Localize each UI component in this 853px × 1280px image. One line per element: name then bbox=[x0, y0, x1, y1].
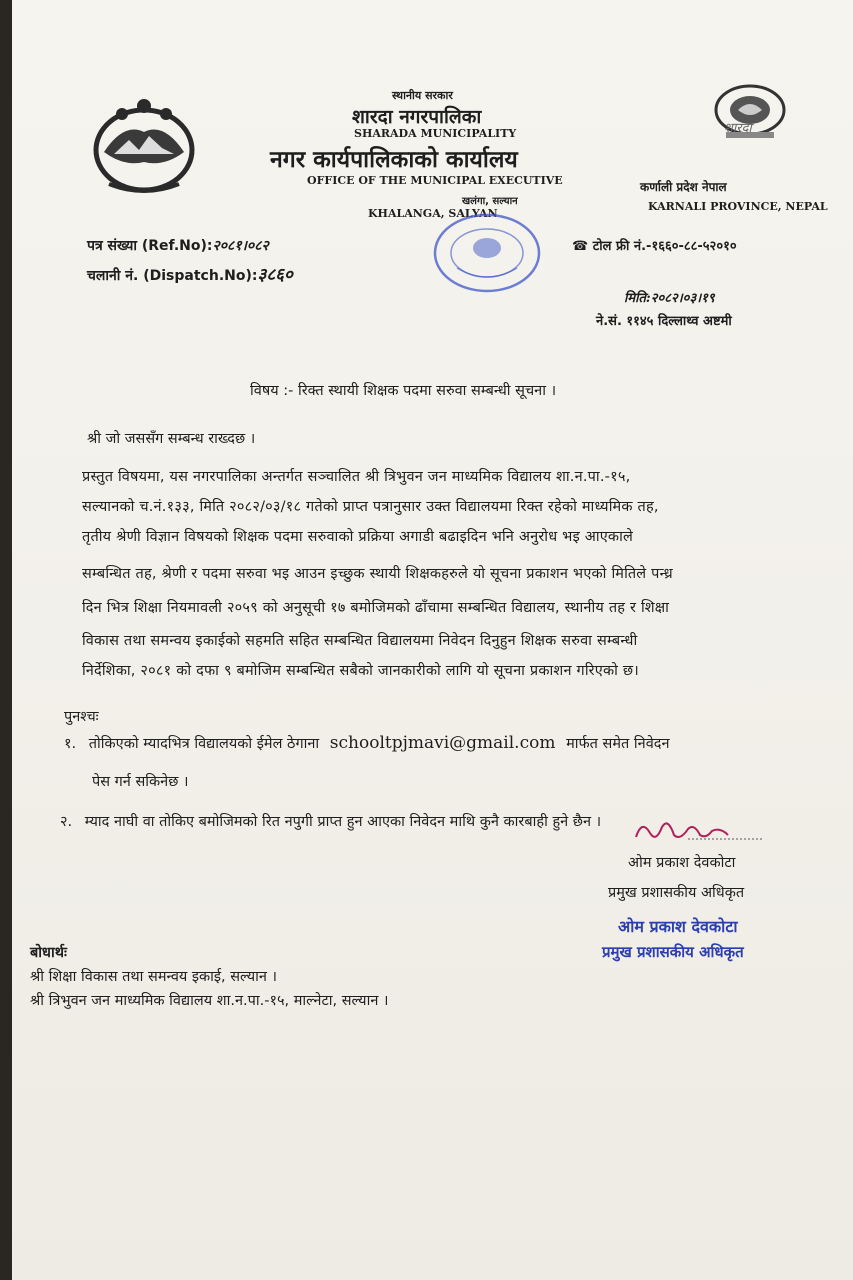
ref-value: २०८१।०८२ bbox=[212, 238, 269, 254]
letter-page bbox=[12, 0, 853, 1280]
toll-free-phone: ☎ टोल फ्री नं.-१६६०-८८-५२०१० bbox=[572, 239, 737, 254]
body-line: तृतीय श्रेणी विज्ञान विषयको शिक्षक पदमा सरुवाको प्रक्रिया अगाडी बढाइदिन भनि अनुरोध भइ आएकाले bbox=[82, 529, 634, 545]
body-line: विकास तथा समन्वय इकाईको सहमति सहित सम्बन्धित विद्यालयमा निवेदन दिनुहुन शिक्षक सरुवा सम्बन्धी bbox=[82, 633, 638, 649]
body-line: दिन भित्र शिक्षा नियमावली २०५९ को अनुसूची १७ बमोजिमको ढाँचामा सम्बन्धित विद्यालय, स्थानीय तह र शिक्षा bbox=[82, 600, 670, 616]
province-en: KARNALI PROVINCE, NEPAL bbox=[648, 200, 828, 213]
office-seal-stamp bbox=[427, 208, 547, 298]
cc-item: श्री शिक्षा विकास तथा समन्वय इकाई, सल्यान । bbox=[30, 969, 278, 985]
ref-number bbox=[87, 236, 269, 255]
place-np: खलंगा, सल्यान bbox=[462, 196, 518, 207]
school-email: schooltpjmavi@gmail.com bbox=[329, 733, 556, 753]
dispatch-number bbox=[87, 262, 293, 285]
office-name-en: OFFICE OF THE MUNICIPAL EXECUTIVE bbox=[307, 174, 563, 187]
municipality-name-np: शारदा नगरपालिका bbox=[352, 106, 482, 128]
dispatch-value: ३८६० bbox=[257, 265, 293, 285]
dispatch-label: चलानी नं. (Dispatch.No): bbox=[87, 268, 258, 284]
local-gov-label: स्थानीय सरकार bbox=[392, 89, 453, 102]
subject-line: विषय :- रिक्त स्थायी शिक्षक पदमा सरुवा सम्बन्धी सूचना । bbox=[250, 383, 557, 399]
point-1 bbox=[64, 733, 670, 753]
point-text: म्याद नाघी वा तोकिए बमोजिमको रित नपुगी प्राप्त हुन आएका निवेदन माथि कुनै कारबाही हुने छैन । bbox=[84, 814, 602, 830]
stamp-signatory-name: ओम प्रकाश देवकोटा bbox=[618, 917, 738, 936]
signatory-title: प्रमुख प्रशासकीय अधिकृत bbox=[608, 885, 745, 901]
point-text-tail: मार्फत समेत निवेदन bbox=[566, 736, 670, 752]
office-name-np: नगर कार्यपालिकाको कार्यालय bbox=[270, 147, 518, 173]
municipality-logo-caption: शारदा bbox=[724, 121, 752, 136]
body-line: सल्यानको च.नं.१३३, मिति २०८२/०३/१८ गतेको प्राप्त पत्रानुसार उक्त विद्यालयमा रिक्त रहेको माध्यमिक तह, bbox=[82, 499, 659, 515]
nepal-sambat-date: ने.सं. ११४५ दिल्लाथ्व अष्टमी bbox=[596, 314, 732, 329]
place-en: KHALANGA, SALYAN bbox=[368, 207, 498, 220]
cc-item: श्री त्रिभुवन जन माध्यमिक विद्यालय शा.न.पा.-१५, माल्नेटा, सल्यान । bbox=[30, 993, 389, 1009]
point-number: १. bbox=[64, 736, 77, 752]
point-number: २. bbox=[60, 814, 73, 830]
province-np: कर्णाली प्रदेश नेपाल bbox=[640, 180, 727, 194]
salutation: श्री जो जससँग सम्बन्ध राख्दछ । bbox=[87, 431, 256, 447]
body-line: सम्बन्धित तह, श्रेणी र पदमा सरुवा भइ आउन इच्छुक स्थायी शिक्षकहरुले यो सूचना प्रकाशन भएको मितिले पन्ध्र bbox=[82, 566, 673, 582]
municipality-name-en: SHARADA MUNICIPALITY bbox=[354, 127, 517, 140]
point-2 bbox=[60, 811, 601, 831]
nepal-emblem-logo bbox=[84, 92, 204, 198]
handwritten-signature bbox=[628, 815, 768, 847]
body-line: प्रस्तुत विषयमा, यस नगरपालिका अन्तर्गत सञ्चालित श्री त्रिभुवन जन माध्यमिक विद्यालय शा.न.पा.-१५, bbox=[82, 469, 631, 485]
point-text: तोकिएको म्यादभित्र विद्यालयको ईमेल ठेगाना bbox=[88, 736, 320, 752]
body-line: निर्देशिका, २०८१ को दफा ९ बमोजिम सम्बन्धित सबैको जानकारीको लागि यो सूचना प्रकाशन गरिएको छ। bbox=[82, 663, 639, 679]
letter-date: मिति:२०८२।०३।१९ bbox=[624, 291, 715, 306]
ref-label: पत्र संख्या (Ref.No): bbox=[87, 238, 213, 254]
signatory-name: ओम प्रकाश देवकोटा bbox=[628, 855, 736, 871]
cc-heading: बोधार्थः bbox=[30, 945, 67, 961]
point-1-continuation: पेस गर्न सकिनेछ । bbox=[92, 774, 189, 790]
stamp-signatory-title: प्रमुख प्रशासकीय अधिकृत bbox=[602, 943, 744, 961]
postscript-heading: पुनश्चः bbox=[64, 709, 99, 725]
